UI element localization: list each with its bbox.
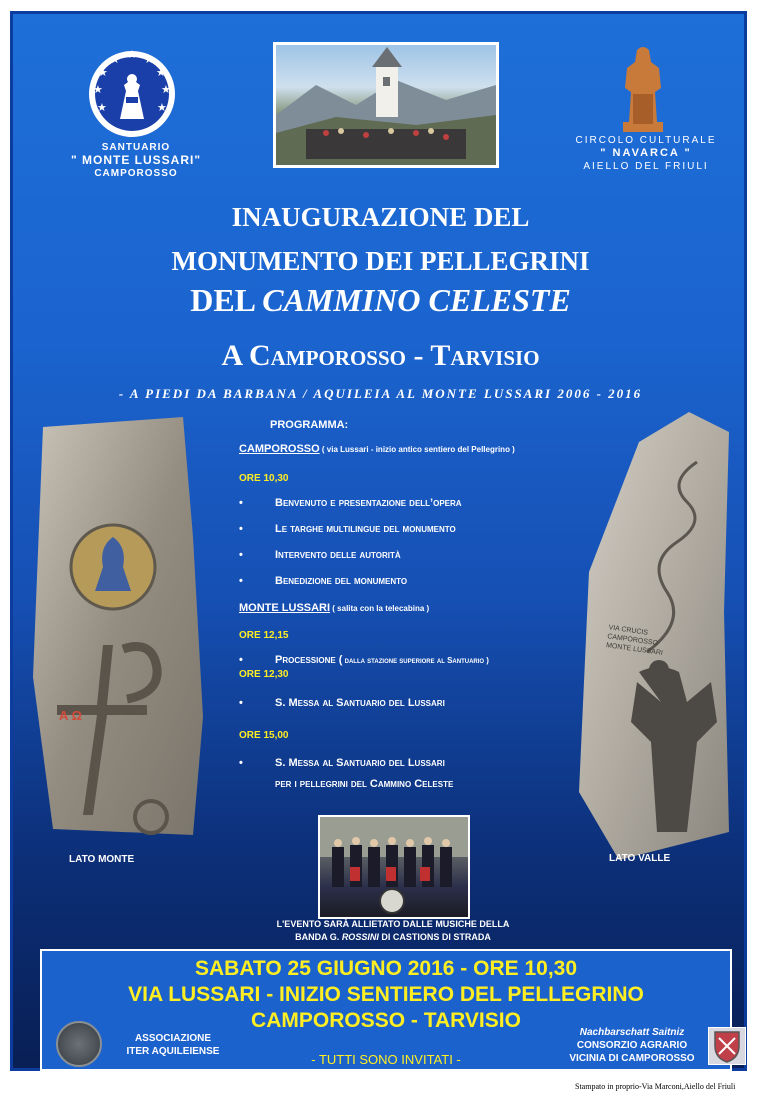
footer-note: Stampato in proprio-Via Marconi,Aiello del Friuli — [575, 1082, 736, 1091]
program-heading: PROGRAMMA: — [270, 419, 349, 431]
bullet: • — [239, 523, 243, 535]
band-caption-a: BANDA G. — [295, 932, 342, 942]
title-line2: MONUMENTO DEI PELLEGRINI — [171, 246, 590, 276]
left-org-line2: " MONTE LUSSARI" — [70, 153, 202, 167]
item-processione — [275, 654, 489, 666]
time-1215: ORE 12,15 — [239, 630, 289, 641]
title-line3-prefix: DEL — [190, 282, 263, 318]
time-1500: ORE 15,00 — [239, 730, 289, 741]
consorzio — [562, 1026, 702, 1065]
item-messa-2-cont: per i pellegrini del Cammino Celeste — [275, 778, 454, 790]
right-org — [551, 134, 741, 173]
right-org-line1: CIRCOLO CULTURALE — [575, 135, 717, 146]
time-1230: ORE 12,30 — [239, 669, 289, 680]
left-org — [61, 141, 211, 180]
subtitle: - A PIEDI DA BARBANA / AQUILEIA AL MONTE LUSSARI 2006 - 2016 — [118, 386, 643, 401]
item-benedizione: Benedizione del monumento — [275, 575, 408, 587]
place2-note: ( salita con la telecabina ) — [330, 604, 430, 613]
left-org-line3: CAMPOROSSO — [94, 168, 178, 179]
program-place1 — [239, 443, 515, 455]
band-caption-c: DI CASTIONS DI STRADA — [378, 932, 491, 942]
title-cammino: CAMMINO CELESTE — [262, 282, 571, 318]
event-town: CAMPOROSSO - TARVISIO — [251, 1009, 521, 1032]
invite-text: - TUTTI SONO INVITATI - — [311, 1052, 461, 1067]
processione-note: dalla stazione superiore al Santuario ) — [342, 656, 489, 665]
item-benvenuto: Benvenuto e presentazione dell’opera — [275, 497, 462, 509]
santuario-logo: ★ ★ ★ ★ ★ ★ ★ ★ ★ — [89, 51, 175, 137]
band-caption-line1: L'EVENTO SARÀ ALLIETATO DALLE MUSICHE DELLA — [276, 919, 510, 929]
group-photo — [273, 42, 499, 168]
left-org-line1: SANTUARIO — [101, 142, 171, 153]
title-line1: INAUGURAZIONE DEL — [231, 202, 530, 232]
band-caption-line2 — [243, 931, 543, 944]
stone-lato-monte — [33, 417, 205, 837]
band-photo — [318, 815, 470, 919]
bullet: • — [239, 549, 243, 561]
bullet: • — [239, 497, 243, 509]
caption-lato-valle: LATO VALLE — [609, 853, 671, 864]
event-location: VIA LUSSARI - INIZIO SENTIERO DEL PELLEGRINO — [128, 983, 644, 1006]
right-org-line3: AIELLO DEL FRIULI — [583, 161, 709, 172]
alpha-omega-letters: A Ω — [59, 708, 82, 723]
cons-line3: VICINIA DI CAMPOROSSO — [569, 1053, 695, 1064]
cons-line1: Nachbarschatt Saitniz — [579, 1027, 685, 1038]
caption-lato-monte: LATO MONTE — [69, 854, 135, 865]
right-org-line2: " NAVARCA " — [600, 147, 692, 159]
item-targhe: Le targhe multilingue del monumento — [275, 523, 456, 535]
assoc-line2: ITER AQUILEIENSE — [126, 1046, 220, 1057]
item-messa-2: S. Messa al Santuario del Lussari — [275, 757, 445, 769]
item-autorita: Intervento delle autorità — [275, 549, 401, 561]
event-box — [40, 949, 732, 1071]
place1-name: CAMPOROSSO — [239, 443, 320, 455]
program-place2 — [239, 602, 429, 614]
place2-name: MONTE LUSSARI — [239, 602, 331, 614]
bullet: • — [239, 757, 243, 769]
coat-of-arms-icon — [708, 1027, 746, 1065]
item-messa-1: S. Messa al Santuario del Lussari — [275, 697, 445, 709]
title-line3 — [33, 282, 728, 319]
statue-icon — [619, 44, 667, 136]
event-date: SABATO 25 GIUGNO 2016 - ORE 10,30 — [194, 957, 578, 980]
time-1030: ORE 10,30 — [239, 473, 289, 484]
band-caption — [243, 918, 543, 944]
cons-line2: CONSORZIO AGRARIO — [576, 1040, 688, 1051]
bullet: • — [239, 575, 243, 587]
poster — [10, 11, 747, 1071]
band-caption-rossini: ROSSINI — [341, 932, 379, 942]
title-line4: A Camporosso - Tarvisio — [221, 339, 540, 372]
bullet: • — [239, 654, 243, 666]
stone-engraving: VIA CRUCIS CAMPOROSSO MONTE LUSSARI — [605, 624, 664, 657]
bullet: • — [239, 697, 243, 709]
processione-label: Processione ( — [275, 654, 343, 666]
place1-note: ( via Lussari - inizio antico sentiero del Pellegrino ) — [319, 445, 515, 454]
assoc-line1: ASSOCIAZIONE — [134, 1033, 212, 1044]
